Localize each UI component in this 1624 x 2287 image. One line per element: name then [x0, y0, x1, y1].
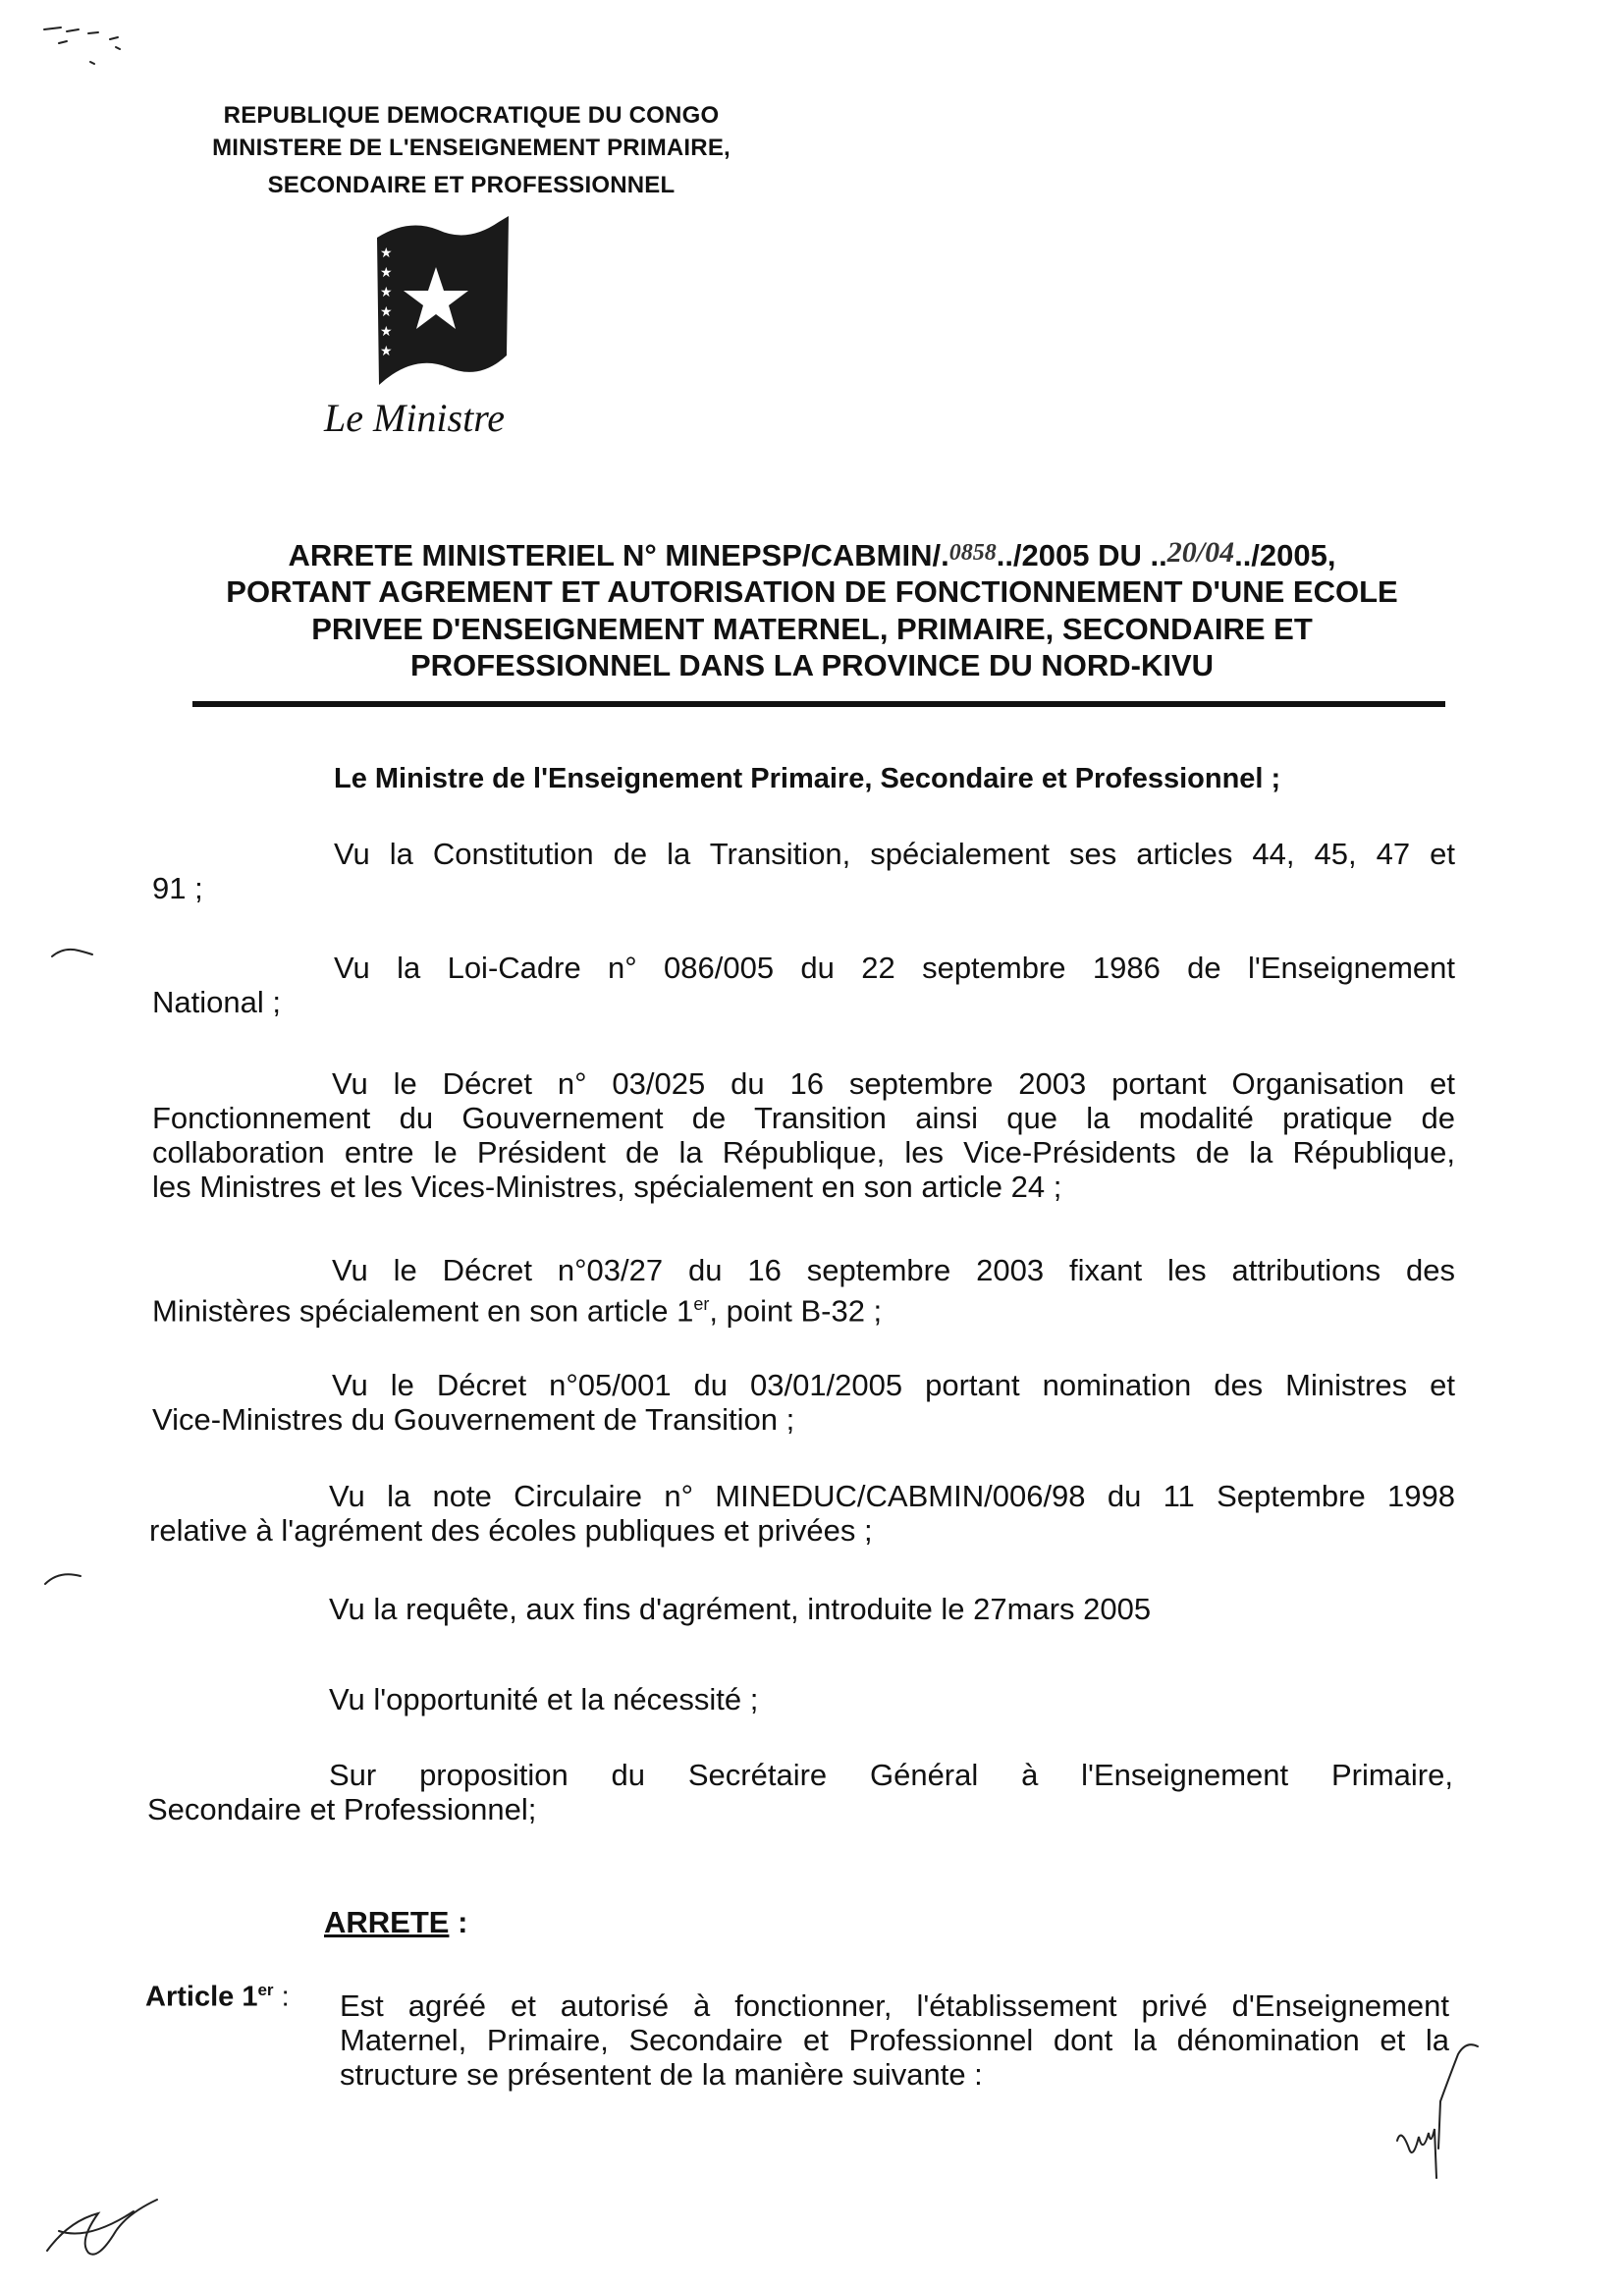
considerant-decret-05-001: Vu le Décret n°05/001 du 03/01/2005 portant nomination des Ministres et Vice-Ministres du Gouvernement de Transition ;	[152, 1368, 1455, 1437]
decree-title-line1	[0, 536, 1624, 573]
header-ministry-cont: SECONDAIRE ET PROFESSIONNEL	[267, 172, 676, 198]
header-ministry: MINISTERE DE L'ENSEIGNEMENT PRIMAIRE,	[212, 135, 731, 161]
decree-title-line2: PORTANT AGREMENT ET AUTORISATION DE FONCTIONNEMENT D'UNE ECOLE	[226, 574, 1398, 609]
decree-year: ../2005,	[1234, 538, 1336, 572]
sur-proposition: Sur proposition du Secrétaire Général à l'Enseignement Primaire, Secondaire et Professionnel;	[147, 1758, 1453, 1826]
considerant-requete: Vu la requête, aux fins d'agrément, introduite le 27mars 2005	[329, 1592, 1152, 1626]
minister-heading: Le Ministre de l'Enseignement Primaire, Secondaire et Professionnel ;	[334, 763, 1281, 794]
margin-mark	[41, 1566, 90, 1591]
svg-text:★: ★	[380, 324, 393, 340]
handwritten-decree-date: 20/04	[1166, 536, 1235, 569]
corner-scribble-mark	[39, 18, 147, 77]
svg-text:★: ★	[380, 344, 393, 359]
svg-text:★: ★	[380, 245, 393, 261]
title-rule	[192, 701, 1445, 707]
article-1-text: Est agréé et autorisé à fonctionner, l'établissement privé d'Enseignement Maternel, Primaire, Secondaire et Professionnel dont la dénomination et la structure se présentent de la manière suivante :	[340, 1988, 1449, 2092]
article-1-label: Article 1er :	[145, 1981, 290, 2013]
considerant-loi-cadre: Vu la Loi-Cadre n° 086/005 du 22 septembre 1986 de l'Enseignement National ;	[152, 951, 1455, 1019]
handwritten-initials	[1380, 2031, 1488, 2198]
svg-text:★: ★	[380, 304, 393, 320]
national-flag-emblem	[369, 208, 516, 405]
svg-text:★: ★	[380, 285, 393, 300]
considerant-opportunite: Vu l'opportunité et la nécessité ;	[329, 1682, 759, 1716]
margin-mark	[49, 943, 98, 962]
considerant-decret-03-025: Vu le Décret n° 03/025 du 16 septembre 2003 portant Organisation et Fonctionnement du Gouvernement de Transition ainsi que la modalité pratique de collaboration entre le Président de la République, les Vice-Présidents de la République, les Ministres et les Vices-Ministres, spécialement en son article 24 ;	[152, 1066, 1455, 1204]
considerant-note-circulaire: Vu la note Circulaire n° MINEDUC/CABMIN/006/98 du 11 Septembre 1998 relative à l'agrément des écoles publiques et privées ;	[149, 1479, 1455, 1548]
decree-number-prefix: ARRETE MINISTERIEL N° MINEPSP/CABMIN/.	[288, 538, 949, 572]
arrete-heading: ARRETE :	[324, 1905, 468, 1939]
handwritten-paraph	[39, 2192, 167, 2270]
decree-title-line3: PRIVEE D'ENSEIGNEMENT MATERNEL, PRIMAIRE, SECONDAIRE ET	[311, 612, 1313, 646]
header-republic: REPUBLIQUE DEMOCRATIQUE DU CONGO	[223, 102, 720, 129]
minister-label: Le Ministre	[324, 396, 506, 440]
considerant-constitution: Vu la Constitution de la Transition, spécialement ses articles 44, 45, 47 et 91 ;	[152, 837, 1455, 905]
decree-date-prefix: ../2005 DU ..	[996, 538, 1167, 572]
handwritten-decree-number: 0858	[948, 540, 997, 566]
svg-text:★: ★	[380, 265, 393, 281]
decree-title-line4: PROFESSIONNEL DANS LA PROVINCE DU NORD-KIVU	[409, 648, 1215, 682]
considerant-decret-03-27: Vu le Décret n°03/27 du 16 septembre 2003 fixant les attributions des Ministères spécialement en son article 1er, point B-32 ;	[152, 1253, 1455, 1329]
